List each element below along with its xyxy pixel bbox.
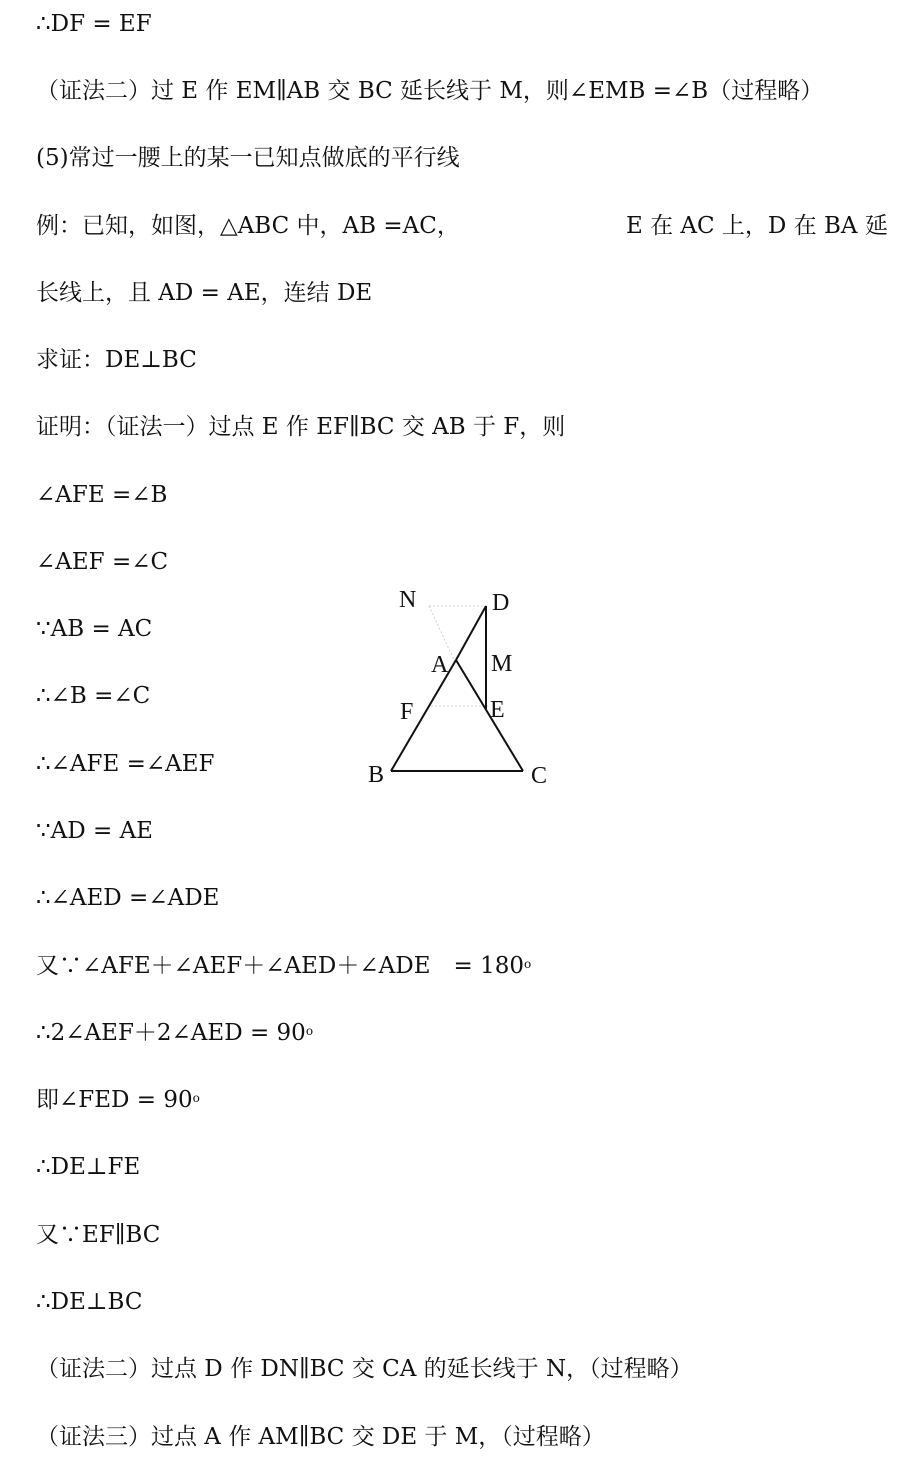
proof-line: ∠AEF =∠C — [36, 549, 169, 575]
proof-line — [36, 1085, 200, 1115]
example-line: 例：已知，如图，△ABC 中，AB =AC， — [36, 213, 460, 239]
proof-line: ∠AFE =∠B — [36, 482, 168, 508]
label-f: F — [400, 699, 414, 725]
proof-line: ∴DF = EF — [36, 11, 152, 37]
label-c: C — [531, 763, 548, 789]
proof-line — [36, 1018, 313, 1048]
proof-line — [36, 951, 531, 981]
angle-sum-text: ∴2∠AEF＋2∠AED = 90 — [36, 1020, 306, 1046]
prove-statement: 求证：DE⊥BC — [36, 347, 197, 373]
label-b: B — [368, 762, 385, 788]
segment-ad — [456, 606, 486, 660]
label-d: D — [492, 590, 510, 616]
proof-line: ∵AB = AC — [36, 616, 153, 642]
label-e: E — [490, 697, 505, 723]
geometry-figure — [355, 580, 565, 795]
method-two-line: （证法二）过点 D 作 DN∥BC 交 CA 的延长线于 N，（过程略） — [36, 1356, 693, 1382]
proof-line: ∴DE⊥FE — [36, 1154, 141, 1180]
degree-mark: o — [192, 1091, 200, 1105]
proof-line: ∴∠AFE =∠AEF — [36, 751, 215, 777]
label-n: N — [399, 587, 417, 613]
proof-line: ∴∠B =∠C — [36, 683, 151, 709]
proof-line: ∴∠AED =∠ADE — [36, 885, 220, 911]
proof-line: ∴DE⊥BC — [36, 1289, 143, 1315]
label-a: A — [431, 652, 449, 678]
proof-line: 又∵EF∥BC — [36, 1222, 161, 1248]
method-two-line: （证法二）过 E 作 EM∥AB 交 BC 延长线于 M，则∠EMB =∠B（过程略） — [36, 78, 824, 104]
angle-sum-text: 又∵∠AFE＋∠AEF＋∠AED＋∠ADE = 180 — [36, 953, 524, 979]
label-m: M — [491, 651, 513, 677]
angle-result-text: 即∠FED = 90 — [36, 1087, 193, 1113]
degree-mark: o — [305, 1024, 314, 1038]
method-three-line: （证法三）过点 A 作 AM∥BC 交 DE 于 M，（过程略） — [36, 1424, 605, 1450]
section-heading: (5)常过一腰上的某一已知点做底的平行线 — [36, 145, 460, 171]
proof-heading: 证明：（证法一）过点 E 作 EF∥BC 交 AB 于 F，则 — [36, 414, 566, 440]
example-line: 长线上，且 AD = AE，连结 DE — [36, 280, 373, 306]
degree-mark: o — [523, 957, 532, 971]
proof-line: ∵AD = AE — [36, 818, 153, 844]
example-line-continued: E 在 AC 上，D 在 BA 延 — [626, 213, 888, 239]
